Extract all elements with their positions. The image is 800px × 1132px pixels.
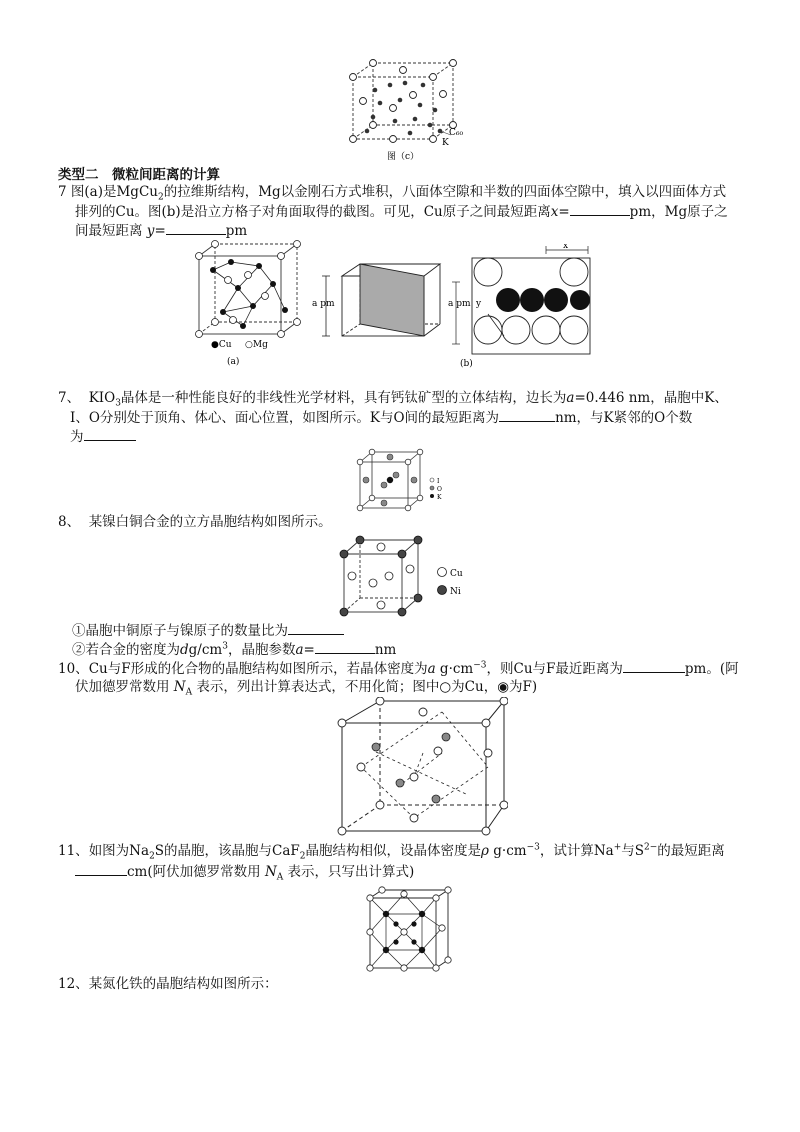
q7a-line1: 7 图(a)是MgCu$_2$的拉维斯结构，Mg以金刚石方式堆积，八面体空隙和半数的四面体空隙中，填入以四面体方式: [58, 184, 727, 203]
q11-line2: cm(阿伏加德罗常数用 $N_A$ 表示，只写出计算式): [75, 862, 414, 881]
q10-distance-answer-blank[interactable]: [623, 659, 685, 673]
q7a-y-answer-blank[interactable]: [166, 221, 226, 235]
fig-c-label-k: K: [442, 138, 449, 148]
figure-c-crystal-cell: [345, 55, 465, 163]
q12-line1: 12、某氮化铁的晶胞结构如图所示：: [58, 976, 278, 992]
fig-c-label-c60: C₆₀: [449, 128, 464, 138]
q11-distance-answer-blank[interactable]: [75, 862, 127, 876]
fig-a-caption: (a): [227, 357, 240, 367]
q8-sub2: ②若合金的密度为$dg/cm^3$，晶胞参数a= nm: [72, 641, 397, 658]
cuni-legend-cu: Cu: [450, 569, 463, 579]
section-heading: 类型二 微粒间距离的计算: [58, 167, 220, 183]
fig-a-legend-cu: ●Cu: [211, 340, 232, 350]
figure-kio3-cell: [356, 448, 456, 512]
kio3-legend-i: I: [437, 478, 440, 485]
q7a-line3: 间最短距离 y= pm: [75, 223, 248, 239]
q10-line1: 10、Cu与F形成的化合物的晶胞结构如图所示，若晶体密度为a $g\cdot cm^{-3}$，则Cu与F最近距离为 pm。(阿: [58, 660, 739, 677]
q7a-x-answer-blank[interactable]: [570, 202, 630, 216]
q8-sub1: ①晶胞中铜原子与镍原子的数量比为: [72, 621, 344, 640]
q11-line1: 11、如图为$Na_2S$的晶胞，该晶胞与CaF$_2$晶胞结构相似，设晶体密度是ρ $g\cdot cm^{-3}$，试计算Na+与$S^{2-}$的最短距离: [58, 842, 725, 862]
fig-a-legend-mg: ○Mg: [245, 340, 268, 350]
kio3-legend-o: O: [437, 486, 442, 493]
fig-b-caption: (b): [460, 359, 473, 369]
figure-na2s-cell: [366, 886, 452, 972]
figure-b-cross-section: [448, 244, 594, 369]
q8-ratio-answer-blank[interactable]: [288, 621, 344, 635]
kio3-legend-k: K: [437, 494, 442, 501]
q8-param-answer-blank[interactable]: [315, 640, 375, 654]
q7b-distance-answer-blank[interactable]: [499, 408, 555, 422]
figure-diagonal-plane: [312, 258, 442, 340]
q7b-count-answer-blank[interactable]: [84, 427, 136, 441]
plane-dim-label: a pm: [312, 299, 335, 309]
figure-cuf-cell: [328, 697, 508, 837]
q10-line2: 伏加德罗常数用 $N_A$ 表示，列出计算表达式，不用化简；图中○为Cu，◉为F): [75, 679, 538, 698]
fig-b-dim-label: a pm: [448, 299, 471, 309]
figure-cuni-cell: [336, 532, 476, 618]
fig-b-y-label: y: [476, 299, 482, 309]
q7a-line2: 排列的Cu。图(b)是沿立方格子对角面取得的截图。可见，Cu原子之间最短距离x= pm，Mg原子之: [75, 204, 728, 220]
figure-a-mgcu2-cell: [193, 240, 305, 370]
q7b-line2: I、O分别处于顶角、体心、面心位置，如图所示。K与O间的最短距离为 nm，与K紧邻的O个数: [70, 410, 693, 426]
q7b-line1: 7、 $KIO_3$晶体是一种性能良好的非线性光学材料，具有钙钛矿型的立体结构，边长为a=0.446 nm，晶胞中K、: [58, 390, 728, 409]
fig-b-x-label: x: [563, 244, 569, 251]
q7b-line3: 为: [70, 427, 136, 446]
cuni-legend-ni: Ni: [450, 587, 461, 597]
q8-line1: 8、 某镍白铜合金的立方晶胞结构如图所示。: [58, 514, 332, 530]
fig-c-caption: 图（c）: [387, 152, 420, 162]
